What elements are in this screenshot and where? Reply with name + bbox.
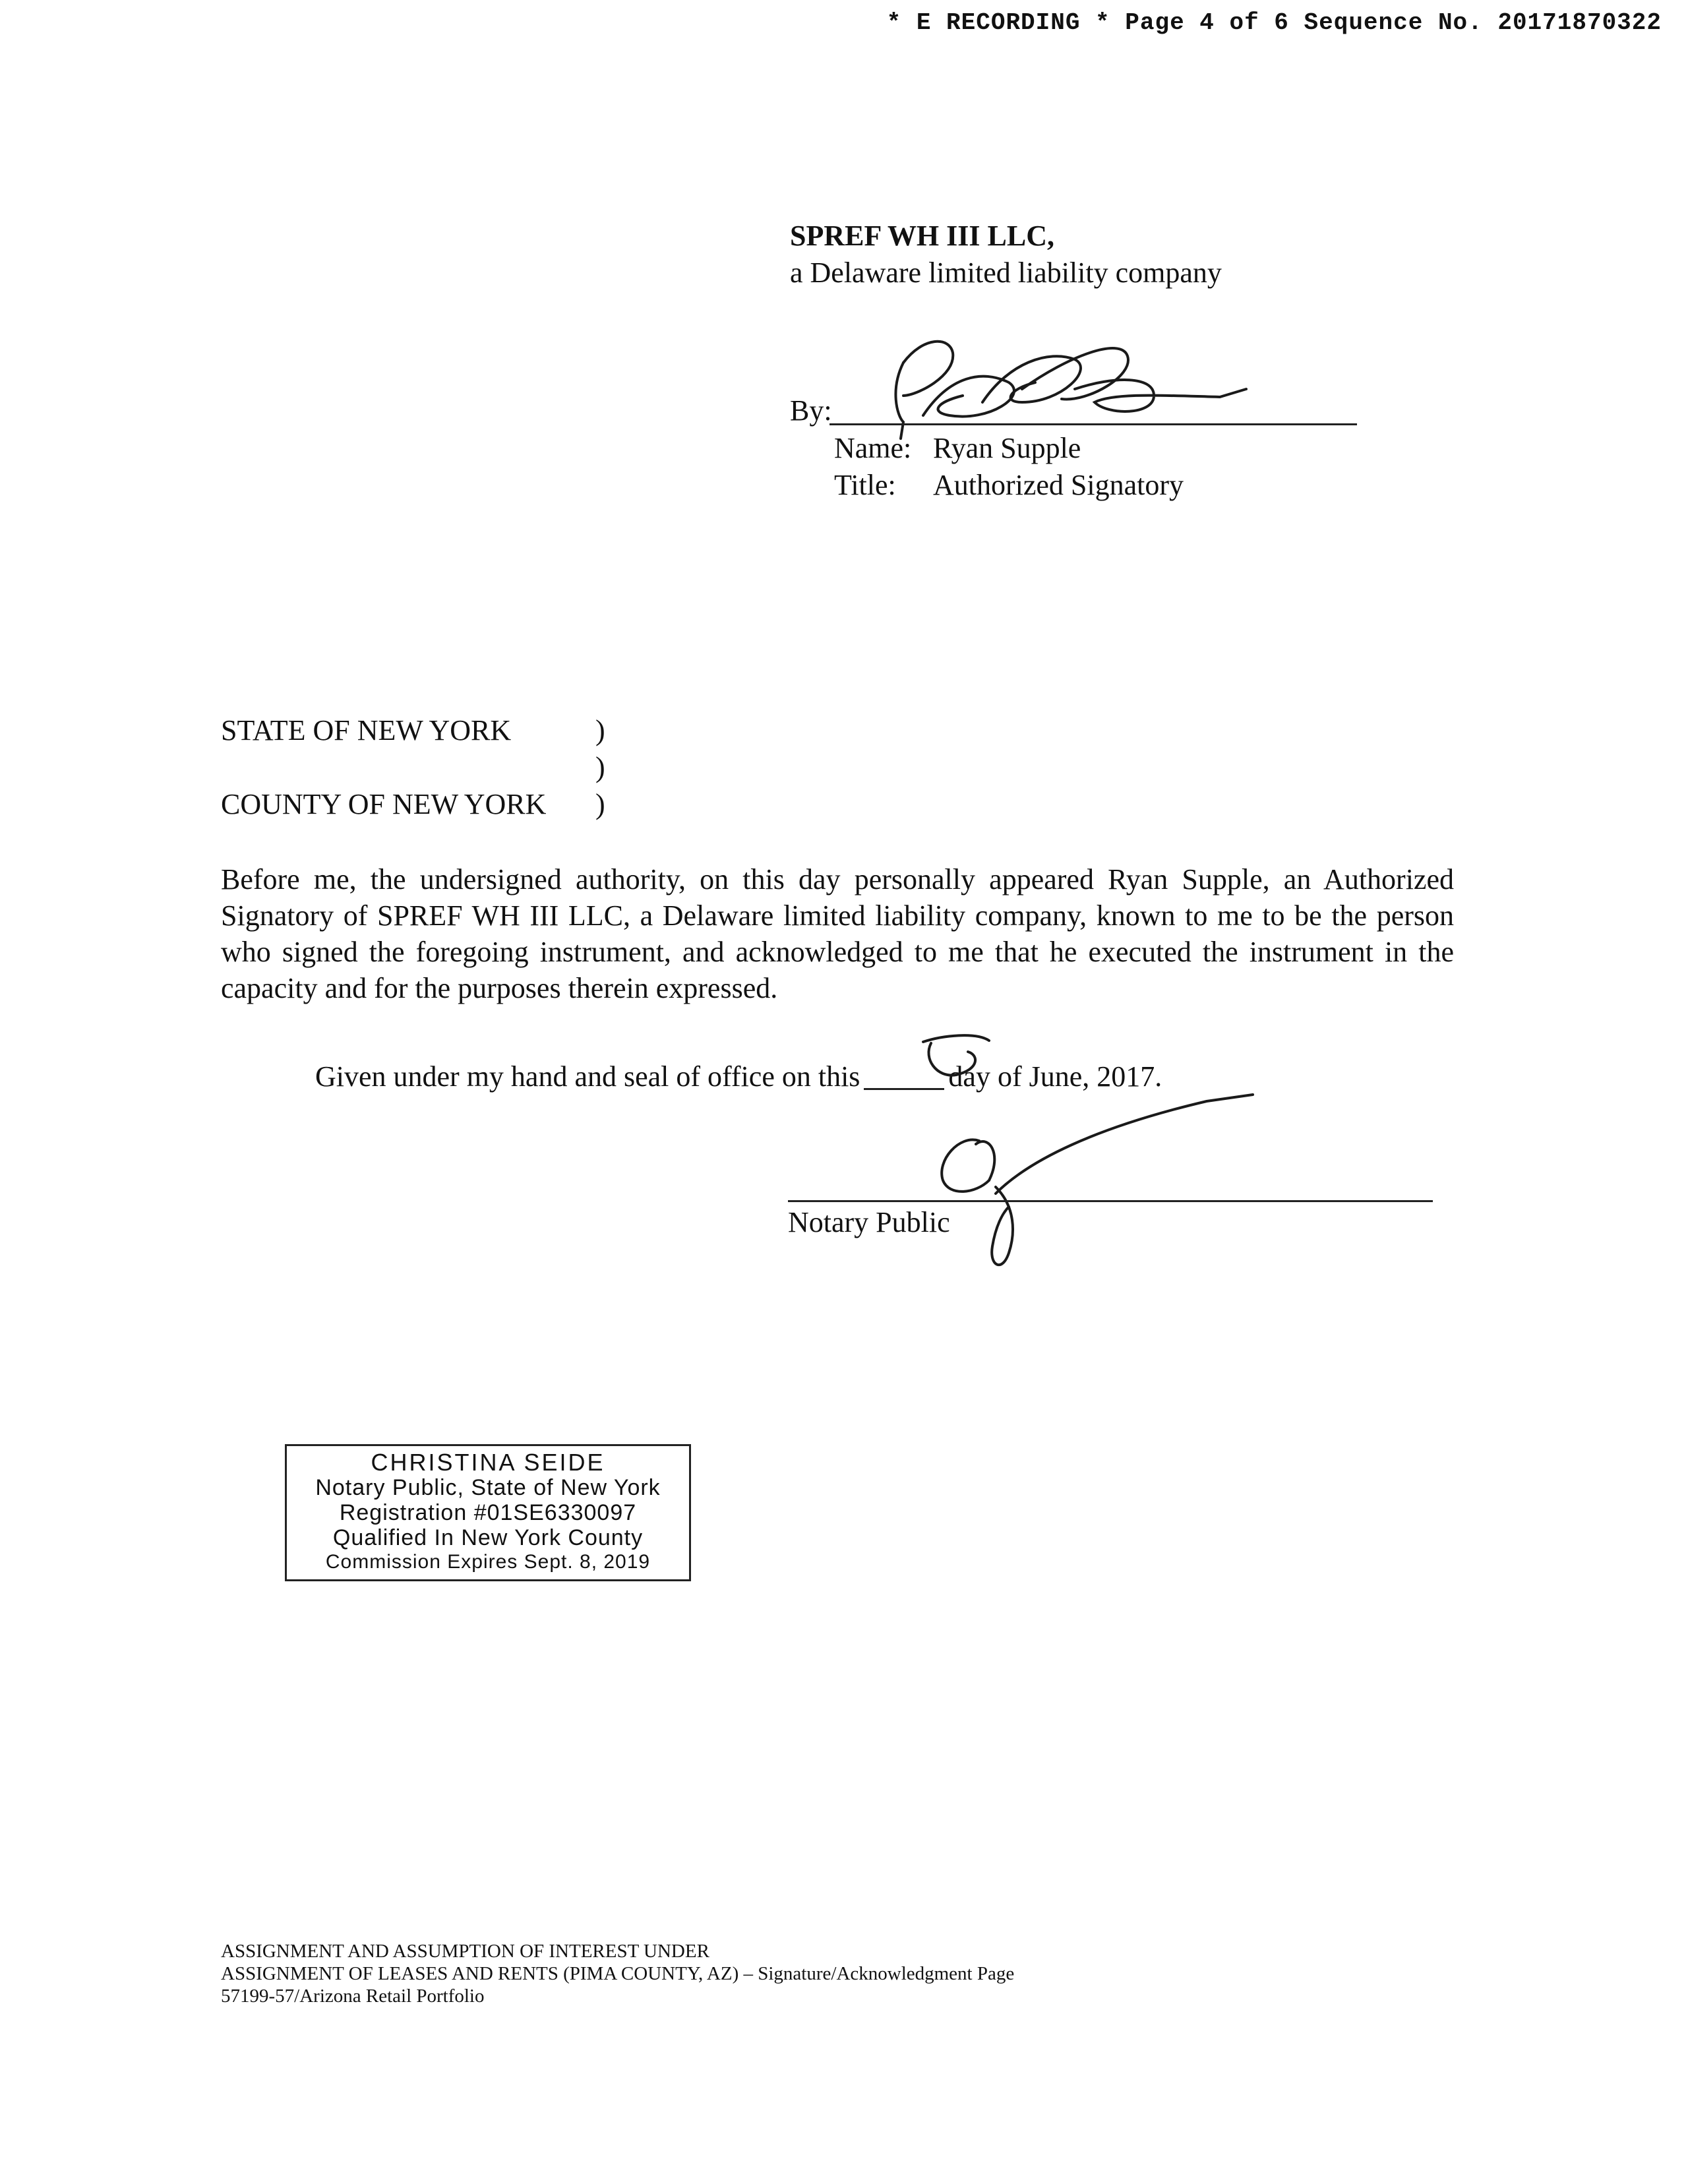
title-label: Title:: [834, 469, 896, 501]
venue-paren: ): [595, 788, 605, 820]
stamp-title: Notary Public, State of New York: [315, 1475, 661, 1500]
venue-county: COUNTY OF NEW YORK: [221, 788, 547, 820]
signature-line: [829, 423, 1357, 425]
handwritten-day: [917, 1029, 1002, 1088]
given-suffix: day of June, 2017.: [948, 1060, 1162, 1093]
recording-header: * E RECORDING * Page 4 of 6 Sequence No. 20171870322: [886, 9, 1662, 36]
stamp-name: CHRISTINA SEIDE: [371, 1449, 605, 1476]
stamp-registration: Registration #01SE6330097: [339, 1500, 637, 1525]
venue-state-row: [221, 712, 605, 749]
by-label: By:: [790, 394, 832, 427]
footer-line-3: 57199-57/Arizona Retail Portfolio: [221, 1986, 485, 2007]
acknowledgment-paragraph: Before me, the undersigned authority, on this day personally appeared Ryan Supple, an Authorized Signatory of SPREF WH III LLC, a Delaware limited liability company, known to me to be the person who signed the foregoing instrument, and acknowledged to me that he executed the instrument in the capacity and for the purposes therein expressed.: [221, 863, 1454, 1004]
document-footer: [221, 1940, 1014, 2007]
title-row: [834, 467, 1184, 504]
notary-signature-line: [788, 1200, 1433, 1202]
stamp-expiration: Commission Expires Sept. 8, 2019: [325, 1551, 651, 1573]
name-value: Ryan Supple: [933, 432, 1081, 464]
venue-county-row: [221, 786, 605, 823]
company-type: a Delaware limited liability company: [790, 257, 1222, 289]
footer-line-1: ASSIGNMENT AND ASSUMPTION OF INTEREST UNDER: [221, 1941, 709, 1962]
company-name: SPREF WH III LLC,: [790, 220, 1054, 252]
venue-state: STATE OF NEW YORK: [221, 714, 512, 746]
venue-block: [221, 712, 605, 823]
stamp-county: Qualified In New York County: [332, 1525, 644, 1550]
name-label: Name:: [834, 432, 912, 464]
notary-signature: [897, 1081, 1266, 1273]
footer-line-2: ASSIGNMENT OF LEASES AND RENTS (PIMA COUNTY, AZ) – Signature/Acknowledgment Page: [221, 1963, 1015, 1984]
venue-paren: ): [595, 714, 605, 746]
venue-paren: ): [595, 751, 605, 783]
given-prefix: Given under my hand and seal of office on this: [315, 1060, 860, 1093]
venue-middle-row: [221, 749, 605, 786]
notary-stamp: [285, 1444, 691, 1581]
signatory-block: [790, 218, 1222, 291]
name-row: [834, 430, 1081, 467]
notary-label: Notary Public: [788, 1206, 950, 1238]
title-value: Authorized Signatory: [933, 469, 1184, 501]
